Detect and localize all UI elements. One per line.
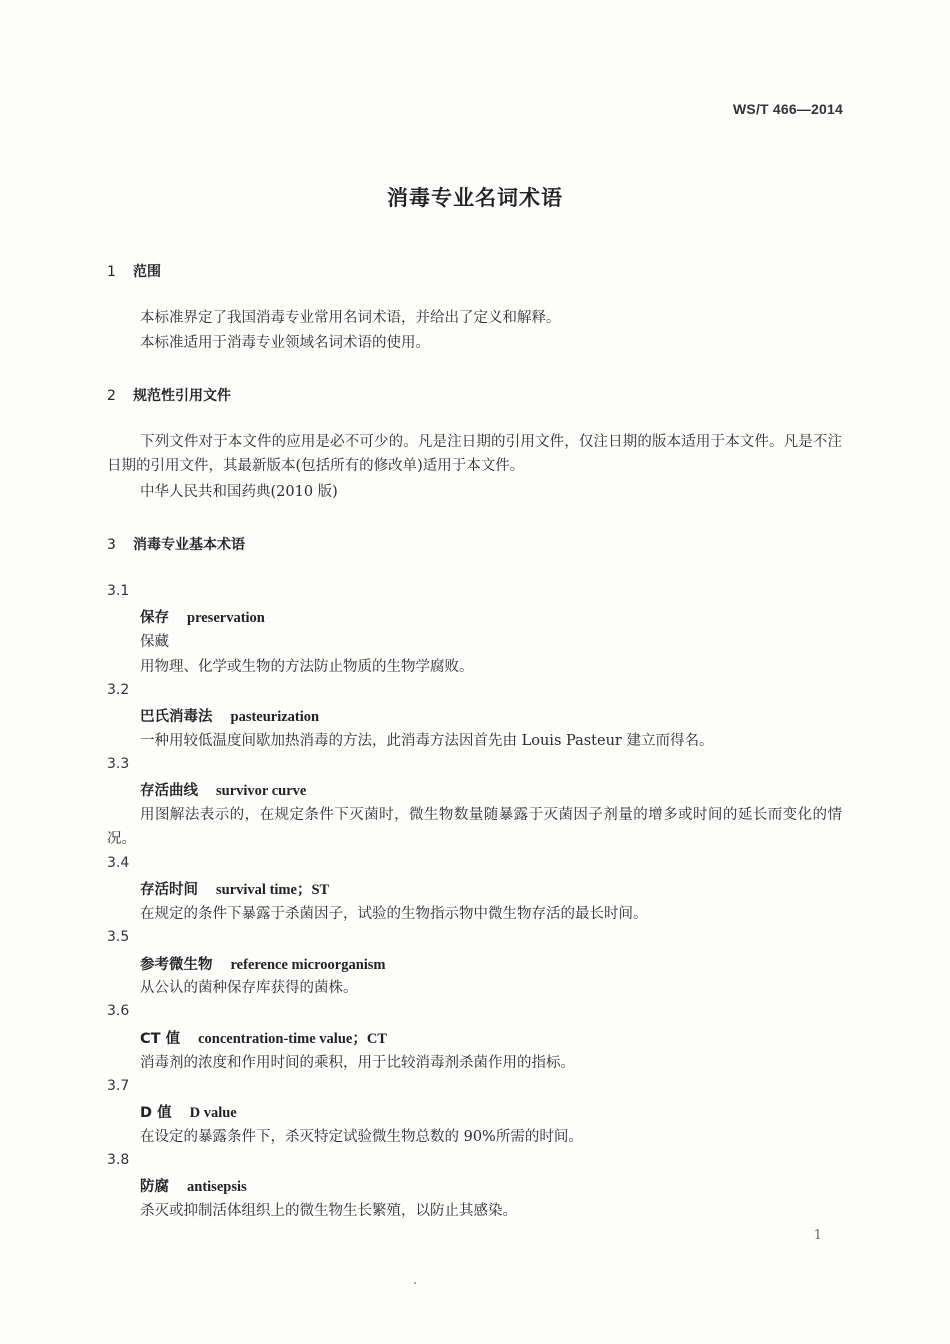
term-number: 3.2	[107, 682, 130, 698]
section-number: 2	[107, 388, 116, 404]
term-zh: 存活时间	[140, 882, 198, 898]
term-definition: 用物理、化学或生物的方法防止物质的生物学腐败。	[140, 659, 474, 675]
section-title: 范围	[133, 264, 161, 280]
document-title: 消毒专业名词术语	[387, 186, 563, 210]
term-heading	[140, 1101, 237, 1122]
section-title: 规范性引用文件	[133, 388, 231, 404]
term-zh: CT 值	[140, 1031, 181, 1047]
term-zh: 保存	[140, 610, 169, 626]
standard-code: WS/T 466—2014	[733, 101, 843, 117]
term-definition: 消毒剂的浓度和作用时间的乘积，用于比较消毒剂杀菌作用的指标。	[140, 1055, 575, 1071]
paragraph: 本标准界定了我国消毒专业常用名词术语，并给出了定义和解释。	[140, 310, 561, 326]
term-number: 3.5	[107, 929, 130, 945]
term-en: survival time；ST	[216, 882, 330, 898]
section-1-heading	[107, 261, 161, 281]
term-definition: 从公认的菌种保存库获得的菌株。	[140, 980, 358, 996]
section-number: 1	[107, 264, 116, 280]
term-number: 3.8	[107, 1152, 130, 1168]
term-heading	[140, 1175, 247, 1196]
term-synonym: 保藏	[140, 634, 169, 650]
paragraph: 本标准适用于消毒专业领域名词术语的使用。	[140, 335, 430, 351]
term-zh: 防腐	[140, 1179, 169, 1195]
term-en: antisepsis	[187, 1179, 247, 1195]
term-definition: 一种用较低温度间歇加热消毒的方法，此消毒方法因首先由 Louis Pasteur 建立而得名。	[140, 733, 714, 749]
term-heading	[140, 878, 329, 899]
term-zh: 巴氏消毒法	[140, 709, 213, 725]
term-heading	[140, 779, 306, 800]
term-heading	[140, 953, 386, 974]
term-number: 3.4	[107, 855, 130, 871]
paragraph: 中华人民共和国药典(2010 版)	[140, 484, 338, 500]
term-en: concentration-time value；CT	[198, 1031, 387, 1047]
term-number: 3.7	[107, 1078, 130, 1094]
term-heading	[140, 606, 265, 627]
term-number: 3.3	[107, 756, 130, 772]
term-zh: D 值	[140, 1105, 172, 1121]
term-en: preservation	[187, 610, 265, 626]
term-zh: 参考微生物	[140, 957, 213, 973]
term-number: 3.6	[107, 1003, 130, 1019]
term-heading	[140, 1027, 387, 1048]
term-en: D value	[189, 1105, 237, 1121]
term-heading	[140, 705, 319, 726]
term-definition: 用图解法表示的，在规定条件下灭菌时，微生物数量随暴露于灭菌因子剂量的增多或时间的延长而变化的情况。	[107, 807, 842, 847]
term-zh: 存活曲线	[140, 783, 198, 799]
scan-speck	[414, 1282, 416, 1284]
term-definition: 杀灭或抑制活体组织上的微生物生长繁殖，以防止其感染。	[140, 1203, 517, 1219]
paragraph: 下列文件对于本文件的应用是必不可少的。凡是注日期的引用文件，仅注日期的版本适用于本文件。凡是不注日期的引用文件，其最新版本(包括所有的修改单)适用于本文件。	[107, 434, 842, 474]
term-number: 3.1	[107, 583, 130, 599]
page-number: 1	[813, 1228, 822, 1243]
term-definition: 在设定的暴露条件下，杀灭特定试验微生物总数的 90%所需的时间。	[140, 1129, 583, 1145]
term-definition: 在规定的条件下暴露于杀菌因子，试验的生物指示物中微生物存活的最长时间。	[140, 906, 648, 922]
term-en: survivor curve	[216, 783, 307, 799]
section-title: 消毒专业基本术语	[133, 537, 245, 553]
section-number: 3	[107, 537, 116, 553]
section-2-heading	[107, 385, 231, 405]
term-en: reference microorganism	[230, 957, 386, 973]
term-en: pasteurization	[230, 709, 320, 725]
section-3-heading	[107, 534, 245, 554]
